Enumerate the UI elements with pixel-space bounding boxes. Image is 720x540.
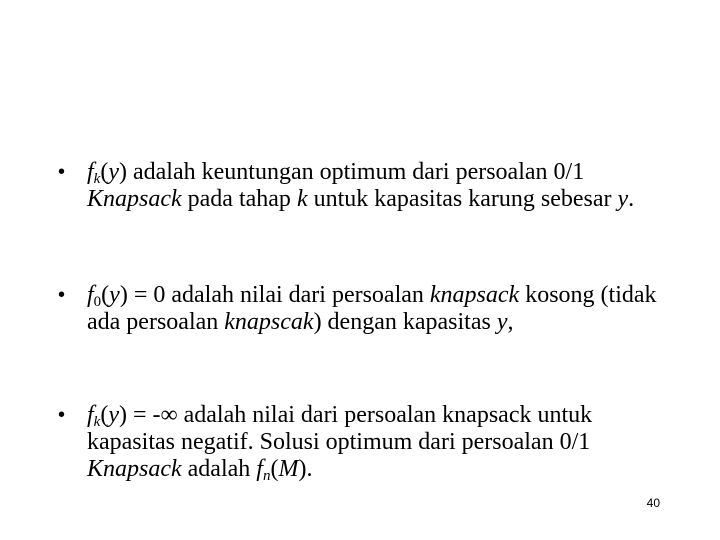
text-segment: n	[262, 468, 271, 484]
bullet-marker: •	[58, 161, 66, 183]
text-segment: (	[270, 456, 279, 482]
text-segment: f	[87, 402, 94, 428]
text-segment: Knapsack	[87, 456, 182, 482]
text-segment: untuk kapasitas karung sebesar	[307, 186, 618, 212]
text-segment: pada tahap	[181, 186, 297, 212]
text-segment: k	[93, 414, 101, 430]
text-segment: ) dengan kapasitas	[313, 309, 497, 335]
text-segment: f	[87, 282, 94, 308]
bullet-item-f0-base-case	[58, 282, 678, 336]
page-number: 40	[646, 496, 660, 510]
text-segment: y	[496, 309, 508, 335]
text-segment: knapscak	[224, 309, 314, 335]
text-segment: ,	[507, 309, 514, 335]
text-segment: .	[628, 186, 635, 212]
text-segment: ) = -∞ adalah nilai dari persoalan knapsack untuk kapasitas negatif. Solusi optimum dari persoalan 0/1	[87, 402, 593, 455]
text-segment: f	[256, 456, 263, 482]
text-segment: (	[100, 159, 109, 185]
text-segment: y	[109, 282, 120, 308]
bullet-text	[87, 159, 678, 213]
bullet-text	[87, 402, 678, 483]
text-segment: adalah	[181, 456, 257, 482]
text-segment: y	[108, 402, 119, 428]
text-segment: f	[87, 159, 94, 185]
bullet-marker: •	[58, 284, 66, 306]
text-segment: ) = 0 adalah nilai dari persoalan	[119, 282, 430, 308]
text-segment: (	[100, 402, 109, 428]
text-segment: (	[101, 282, 110, 308]
text-segment: ) adalah keuntungan optimum dari persoalan 0/1	[119, 159, 585, 185]
bullet-text	[87, 282, 678, 336]
text-segment: 0	[93, 294, 102, 310]
text-segment: ).	[298, 456, 313, 482]
text-segment: y	[108, 159, 119, 185]
text-segment: M	[278, 456, 299, 482]
text-segment: y	[617, 186, 629, 212]
text-segment: k	[296, 186, 308, 212]
text-segment: k	[93, 171, 101, 187]
text-segment: knapsack	[429, 282, 520, 308]
text-segment: kosong (tidak ada persoalan	[87, 282, 657, 335]
bullet-marker: •	[58, 404, 66, 426]
bullet-item-negative-capacity	[58, 402, 678, 483]
text-segment: Knapsack	[87, 186, 182, 212]
bullet-item-fk-definition	[58, 159, 678, 213]
